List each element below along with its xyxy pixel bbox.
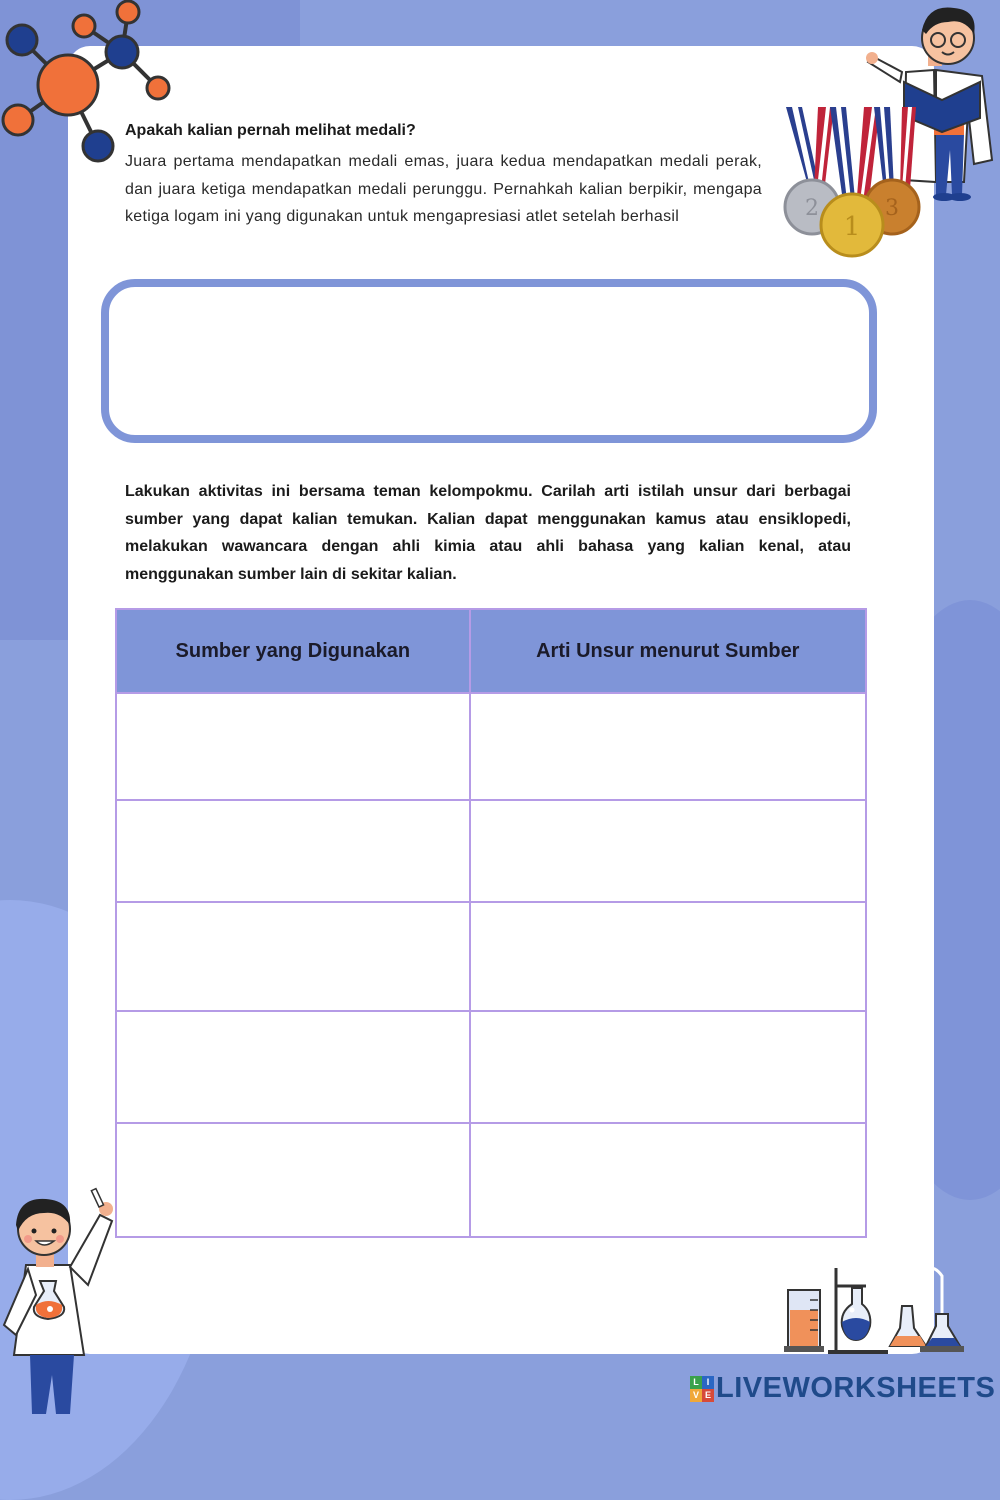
table-header-row: [116, 609, 866, 693]
meaning-cell[interactable]: [470, 800, 866, 902]
logo-letter: E: [702, 1389, 714, 1402]
meaning-cell[interactable]: [470, 1123, 866, 1237]
lab-equipment-illustration: [780, 1248, 970, 1358]
scientist-flask-illustration: [0, 1185, 120, 1414]
activity-instructions: Lakukan aktivitas ini bersama teman kelompokmu. Carilah arti istilah unsur dari berbagai sumber yang dapat kalian temukan. Kalian dapat menggunakan kamus atau ensiklopedi, melakukan wawancara dengan ahli kimia atau ahli bahasa yang kalian kenal, atau menggunakan sumber lain di sekitar kalian.: [125, 483, 851, 583]
intro-paragraph: Juara pertama mendapatkan medali emas, juara kedua mendapatkan medali perak, dan juara ketiga mendapatkan medali perunggu. Pernahkah kalian berpikir, mengapa ketiga logam ini yang digunakan untuk mengapresiasi atlet setelah berhasil: [125, 153, 762, 225]
liveworksheets-logo-icon: [690, 1376, 714, 1402]
table-row: [116, 693, 866, 800]
intro-question-title: Apakah kalian pernah melihat medali?: [125, 122, 416, 139]
meaning-cell[interactable]: [470, 1011, 866, 1123]
molecule-icon: [0, 0, 175, 165]
liveworksheets-logo-text: LIVEWORKSHEETS: [716, 1372, 996, 1404]
source-cell[interactable]: [116, 902, 470, 1011]
logo-letter: L: [690, 1376, 702, 1389]
source-cell[interactable]: [116, 693, 470, 800]
table-row: [116, 1011, 866, 1123]
meaning-cell[interactable]: [470, 902, 866, 1011]
logo-letter: I: [702, 1376, 714, 1389]
column-header-source: Sumber yang Digunakan: [116, 609, 470, 693]
table-row: [116, 1123, 866, 1237]
liveworksheets-logo: [690, 1372, 995, 1405]
sources-table: [115, 608, 867, 1238]
source-cell[interactable]: [116, 1123, 470, 1237]
logo-letter: V: [690, 1389, 702, 1402]
table-row: [116, 800, 866, 902]
medal-label-bronze: 3: [885, 196, 899, 221]
table-row: [116, 902, 866, 1011]
source-cell[interactable]: [116, 1011, 470, 1123]
source-cell[interactable]: [116, 800, 470, 902]
answer-text-box[interactable]: [101, 279, 877, 443]
medals-illustration: [780, 105, 925, 260]
column-header-meaning: Arti Unsur menurut Sumber: [470, 609, 866, 693]
medal-label-silver: 2: [805, 196, 819, 221]
meaning-cell[interactable]: [470, 693, 866, 800]
medal-label-gold: 1: [843, 212, 861, 242]
